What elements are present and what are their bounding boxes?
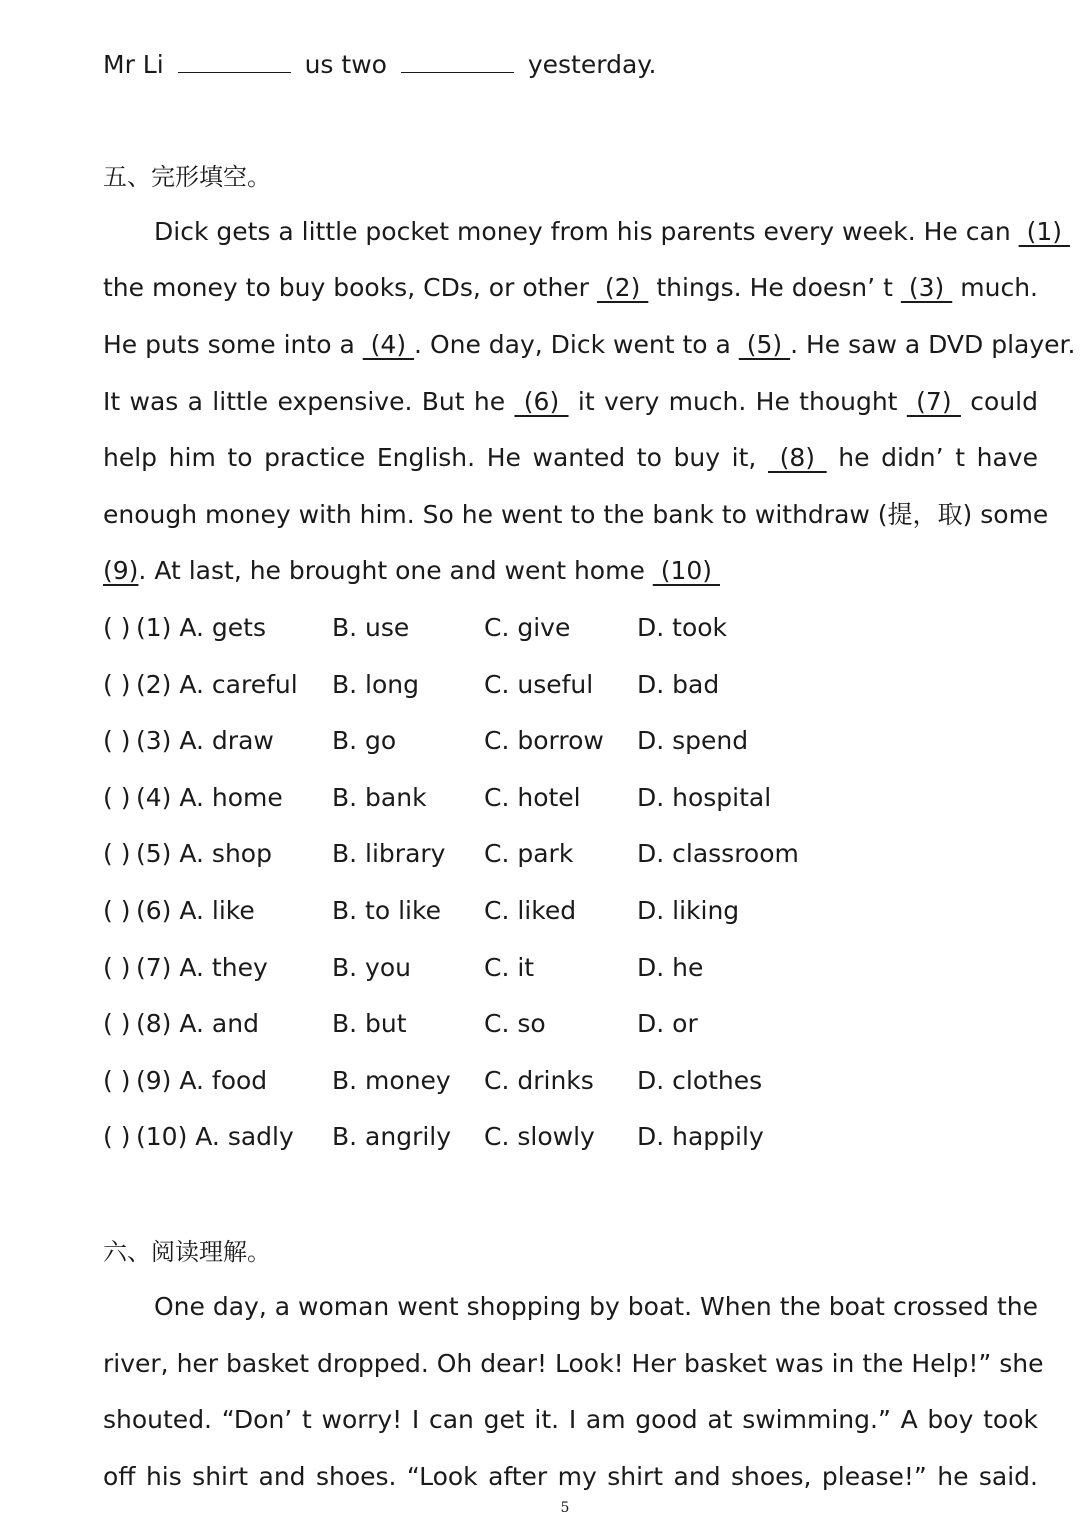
option-a: (4) A. home (136, 783, 283, 812)
answer-paren[interactable]: ( ) (103, 839, 131, 868)
option-a: (10) A. sadly (136, 1122, 294, 1151)
answer-paren[interactable]: ( ) (103, 1009, 131, 1038)
passage-text: . At last, he brought one and went home (138, 556, 645, 585)
answer-blank[interactable] (178, 46, 291, 73)
option-a: (3) A. draw (136, 726, 274, 755)
passage-text: It was a little expensive. But he (103, 387, 506, 416)
top-sentence (103, 46, 656, 82)
page-number: 5 (560, 1500, 570, 1516)
reading-line-1: One day, a woman went shopping by boat. When the boat crossed the (154, 1292, 1038, 1321)
blank-marker: (5) (738, 330, 791, 359)
cloze-line-4 (103, 385, 1038, 419)
option-c: C. park (484, 839, 574, 868)
option-b: B. money (332, 1066, 451, 1095)
blank-marker: (2) (596, 273, 649, 302)
answer-paren[interactable]: ( ) (103, 783, 131, 812)
option-c: C. borrow (484, 726, 604, 755)
blank-marker: (4) (362, 330, 415, 359)
cloze-line-3 (103, 328, 1076, 362)
passage-text: could (970, 387, 1038, 416)
cloze-heading: 五、完形填空。 (103, 163, 271, 191)
answer-paren[interactable]: ( ) (103, 896, 131, 925)
reading-line-4: off his shirt and shoes. “Look after my shirt and shoes, please!” he said. (103, 1462, 1038, 1491)
blank-marker: (1) (1018, 217, 1070, 246)
top-sentence-middle: us two (304, 50, 387, 79)
option-c: C. slowly (484, 1122, 595, 1151)
reading-heading: 六、阅读理解。 (103, 1238, 271, 1266)
blank-marker: (9) (103, 556, 139, 585)
passage-text: the money to buy books, CDs, or other (103, 273, 589, 302)
blank-marker: (3) (900, 273, 953, 302)
reading-line-2: river, her basket dropped. Oh dear! Look! Her basket was in the Help!” she (103, 1349, 1044, 1378)
option-a: (9) A. food (136, 1066, 268, 1095)
passage-text: He puts some into a (103, 330, 355, 359)
option-b: B. long (332, 670, 419, 699)
option-d: D. liking (637, 896, 740, 925)
option-b: B. to like (332, 896, 441, 925)
passage-text: much. (960, 273, 1038, 302)
option-b: B. use (332, 613, 410, 642)
option-b: B. you (332, 953, 411, 982)
option-c: C. useful (484, 670, 594, 699)
answer-paren[interactable]: ( ) (103, 726, 131, 755)
option-d: D. clothes (637, 1066, 763, 1095)
option-b: B. angrily (332, 1122, 452, 1151)
answer-paren[interactable]: ( ) (103, 1122, 131, 1151)
option-a: (8) A. and (136, 1009, 259, 1038)
option-c: C. liked (484, 896, 577, 925)
option-c: C. hotel (484, 783, 581, 812)
option-a: (1) A. gets (136, 613, 266, 642)
cloze-line-1 (154, 215, 1070, 249)
option-d: D. happily (637, 1122, 764, 1151)
option-c: C. it (484, 953, 535, 982)
passage-text: enough money with him. So he went to the bank to withdraw (提，取) some (103, 500, 1049, 529)
option-a: (2) A. careful (136, 670, 298, 699)
option-b: B. but (332, 1009, 407, 1038)
blank-marker: (10) (652, 556, 721, 585)
option-b: B. library (332, 839, 446, 868)
passage-text: help him to practice English. He wanted to buy it, (103, 443, 757, 472)
answer-paren[interactable]: ( ) (103, 613, 131, 642)
answer-paren[interactable]: ( ) (103, 670, 131, 699)
option-d: D. he (637, 953, 704, 982)
answer-blank[interactable] (401, 46, 514, 73)
option-a: (5) A. shop (136, 839, 272, 868)
blank-marker: (7) (906, 387, 961, 416)
option-d: D. classroom (637, 839, 799, 868)
option-a: (6) A. like (136, 896, 255, 925)
option-c: C. so (484, 1009, 546, 1038)
cloze-line-5 (103, 441, 1038, 475)
blank-marker: (6) (514, 387, 569, 416)
passage-text: . He saw a DVD player. (790, 330, 1076, 359)
option-a: (7) A. they (136, 953, 268, 982)
top-sentence-start: Mr Li (103, 50, 164, 79)
option-d: D. spend (637, 726, 749, 755)
answer-paren[interactable]: ( ) (103, 953, 131, 982)
option-d: D. took (637, 613, 728, 642)
cloze-line-2 (103, 271, 1038, 305)
passage-text: things. He doesn’ t (656, 273, 893, 302)
cloze-line-7 (103, 554, 720, 588)
option-b: B. bank (332, 783, 427, 812)
passage-text: Dick gets a little pocket money from his parents every week. He can (154, 217, 1011, 246)
option-d: D. bad (637, 670, 720, 699)
reading-line-3: shouted. “Don’ t worry! I can get it. I am good at swimming.” A boy took (103, 1405, 1038, 1434)
passage-text: he didn’ t have (838, 443, 1038, 472)
option-b: B. go (332, 726, 397, 755)
passage-text: it very much. He thought (577, 387, 898, 416)
option-d: D. or (637, 1009, 698, 1038)
cloze-line-6 (103, 498, 1049, 532)
option-c: C. give (484, 613, 571, 642)
option-c: C. drinks (484, 1066, 594, 1095)
option-d: D. hospital (637, 783, 772, 812)
blank-marker: (8) (767, 443, 827, 472)
answer-paren[interactable]: ( ) (103, 1066, 131, 1095)
top-sentence-end: yesterday. (527, 50, 657, 79)
passage-text: . One day, Dick went to a (414, 330, 731, 359)
